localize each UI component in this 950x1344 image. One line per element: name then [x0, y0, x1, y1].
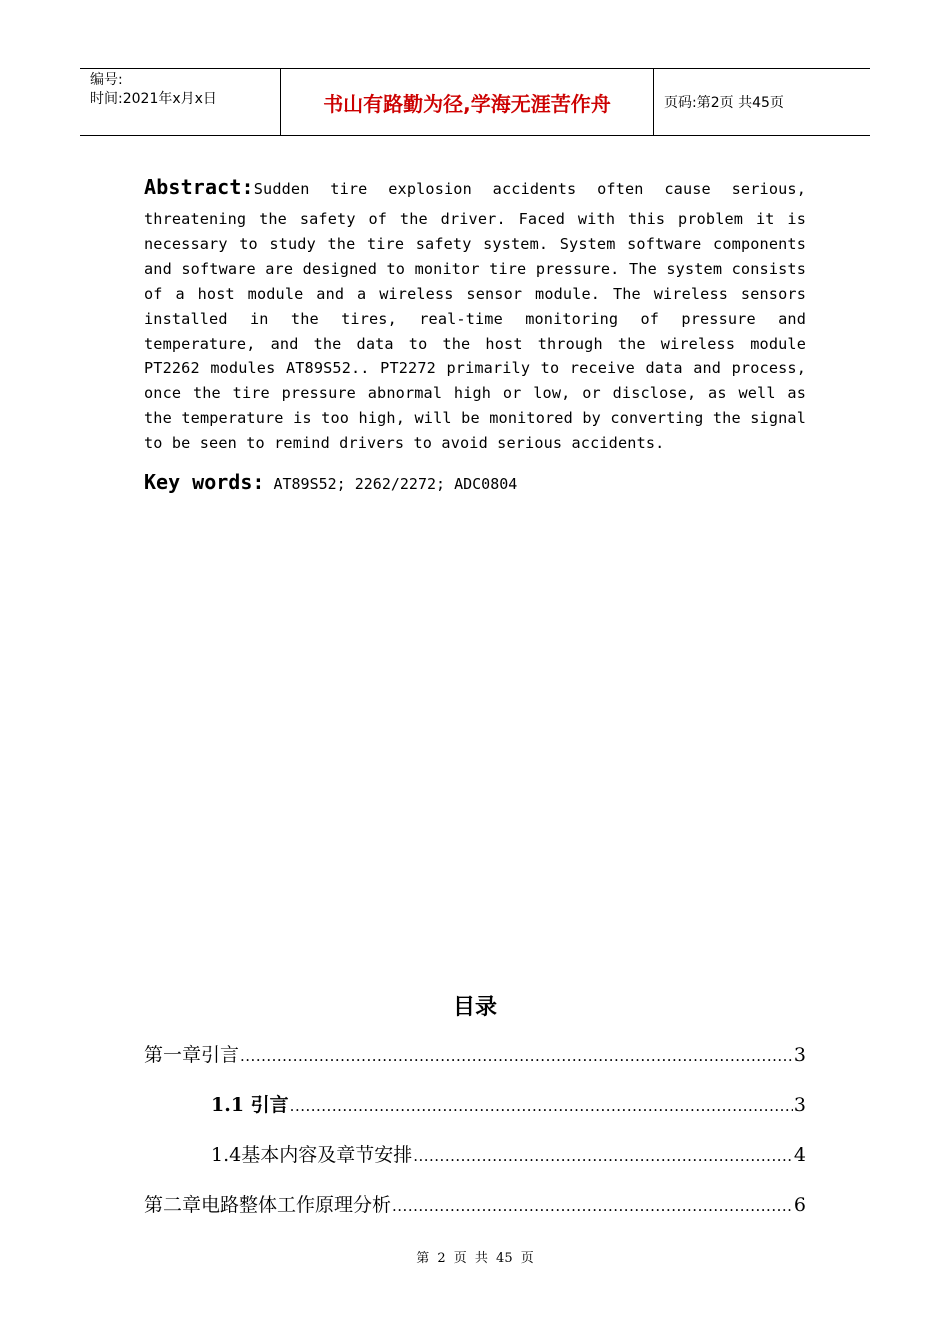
header-meta-cell — [80, 69, 281, 135]
abstract-label: Abstract: — [144, 175, 254, 199]
abstract-body: threatening the safety of the driver. Faced with this problem it is necessary to study the tire safety system. System software components and software are designed to monitor tire pressure. The system consists of a host module and a wireless sensor module. The wireless sensors installed in the tires, real-time monitoring of pressure and temperature, and the data to the host through the wireless module PT2262 modules AT89S52.. PT2272 primarily to receive data and process, once the tire pressure abnormal high or low, or disclose, as well as the temperature is too high, will be monitored by converting the signal to be seen to remind drivers to avoid serious accidents. — [144, 210, 806, 453]
toc-entry-text: 第一章引言 — [144, 1044, 240, 1066]
toc-leader-dots — [290, 1097, 793, 1115]
header-motto: 书山有路勤为径,学海无涯苦作舟 — [281, 69, 654, 135]
keywords-value: AT89S52; 2262/2272; ADC0804 — [273, 475, 518, 493]
toc-entry-page: 4 — [793, 1144, 806, 1166]
toc-leader-dots — [413, 1147, 793, 1165]
toc-entry-page: 3 — [793, 1044, 806, 1066]
toc-entry-page: 6 — [793, 1194, 806, 1216]
document-time-label: 时间:2021年x月x日 — [90, 91, 217, 107]
toc-entry-text: 1.4基本内容及章节安排 — [211, 1144, 413, 1166]
abstract-first-line — [144, 170, 806, 206]
toc-entry-chapter-2[interactable] — [144, 1190, 806, 1218]
toc-entry-text: 第二章电路整体工作原理分析 — [144, 1194, 392, 1216]
toc-title: 目录 — [452, 995, 497, 1020]
abstract-section — [144, 170, 806, 456]
page-footer: 第 2 页 共 45 页 — [416, 1251, 534, 1266]
toc-entry-section-1-1[interactable] — [211, 1090, 806, 1118]
page-header — [80, 68, 870, 136]
keywords-label: Key words: — [144, 470, 265, 494]
keywords-section — [144, 470, 806, 494]
document-number-label: 编号: — [90, 72, 123, 88]
toc-entry-text: 1.1 引言 — [211, 1094, 289, 1116]
header-page-info: 页码:第2页 共45页 — [664, 95, 784, 111]
toc-entry-page: 3 — [793, 1094, 806, 1116]
toc-leader-dots — [392, 1197, 793, 1215]
abstract-first-text: Sudden tire explosion accidents often cause serious, — [253, 180, 806, 198]
toc-entry-section-1-4[interactable] — [211, 1140, 806, 1168]
toc-entry-chapter-1[interactable] — [144, 1040, 806, 1068]
toc-leader-dots — [240, 1047, 793, 1065]
